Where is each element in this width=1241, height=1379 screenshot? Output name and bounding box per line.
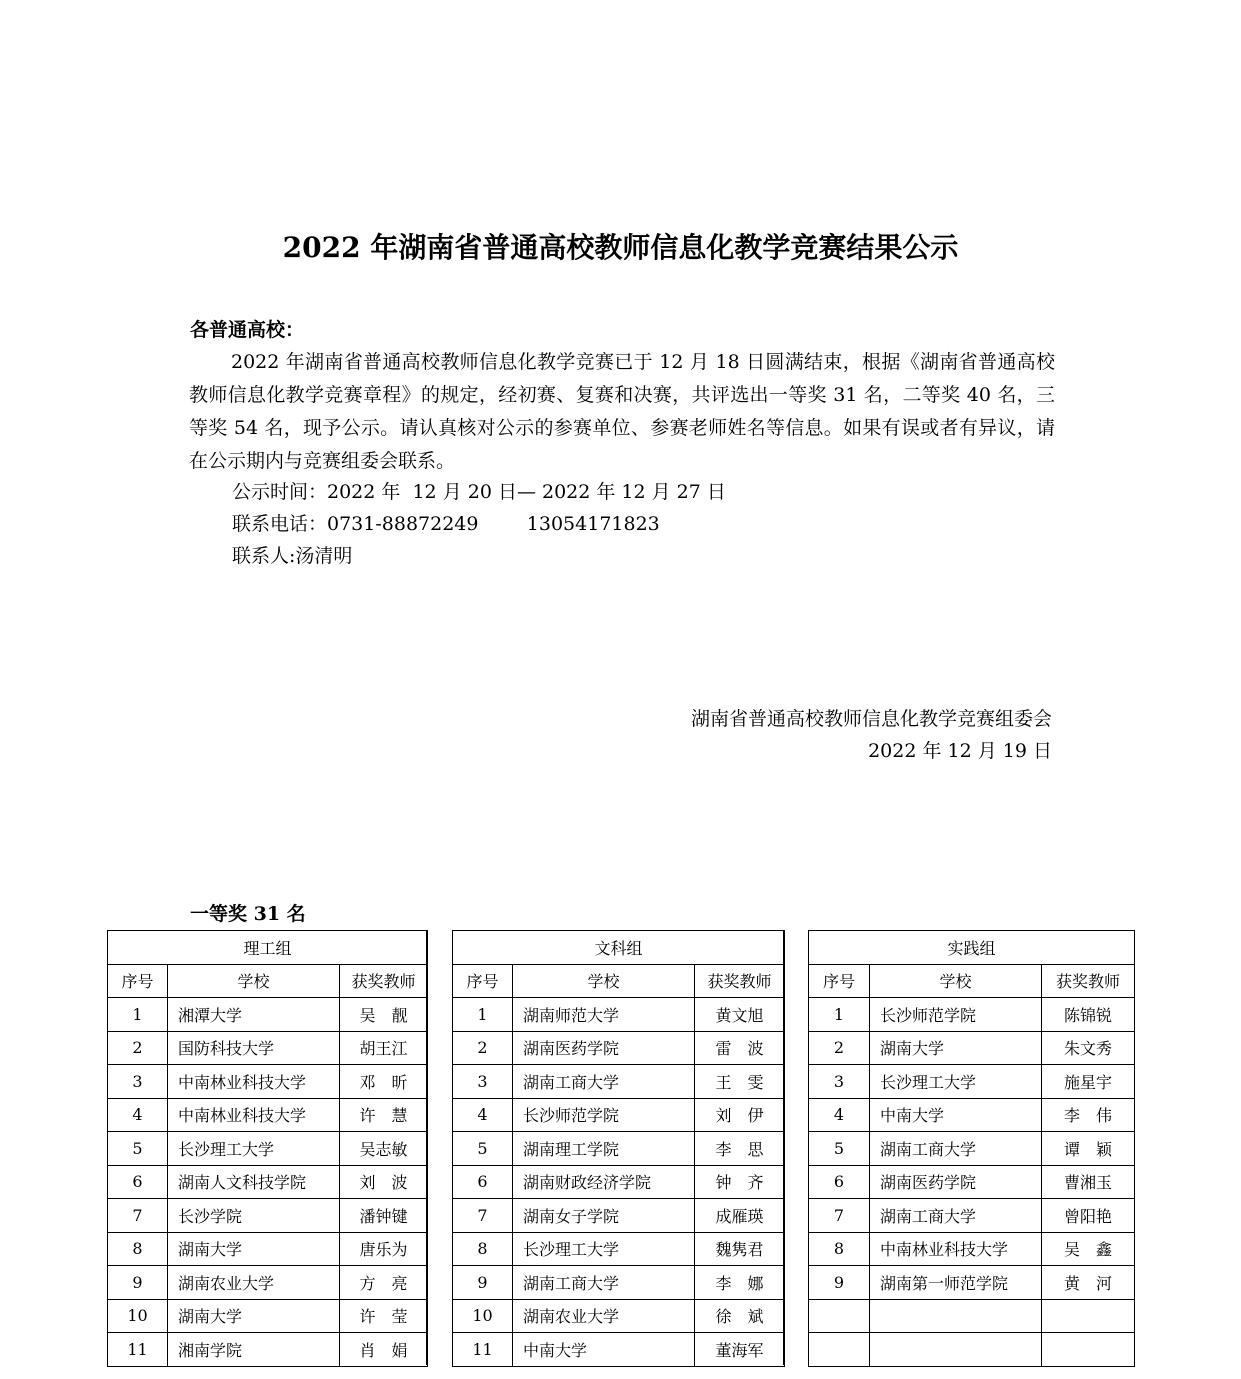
column-header-no: 序号: [453, 964, 513, 998]
column-header-school: 学校: [513, 964, 695, 998]
column-header-row: [108, 964, 428, 998]
group-header-row: [809, 931, 1135, 965]
cell-no: 7: [108, 1199, 168, 1233]
cell-school: 中南大学: [870, 1098, 1042, 1132]
cell-teacher: 潘钟键: [340, 1199, 428, 1233]
cell-school: [870, 1333, 1042, 1367]
cell-no: 4: [108, 1098, 168, 1132]
column-header-row: [809, 964, 1135, 998]
contact-phone: 联系电话：0731-88872249 13054171823: [232, 513, 660, 535]
table-row: [108, 1299, 428, 1333]
cell-no: 9: [108, 1266, 168, 1300]
signature-date: 2022 年 12 月 19 日: [868, 740, 1052, 762]
cell-school: 湖南女子学院: [513, 1199, 695, 1233]
cell-no: 4: [453, 1098, 513, 1132]
table-gap: [426, 930, 453, 1365]
table-row: [453, 1299, 785, 1333]
table-row: [108, 1132, 428, 1166]
table-row: [108, 1232, 428, 1266]
cell-school: 湖南师范大学: [513, 998, 695, 1032]
column-header-school: 学校: [168, 964, 340, 998]
table-row: [453, 1065, 785, 1099]
cell-school: 湖南医药学院: [870, 1165, 1042, 1199]
cell-school: 中南林业科技大学: [870, 1232, 1042, 1266]
cell-school: [870, 1299, 1042, 1333]
table-row: [809, 998, 1135, 1032]
table-row: [453, 1098, 785, 1132]
cell-teacher: 吴志敏: [340, 1132, 428, 1166]
cell-no: 6: [108, 1165, 168, 1199]
cell-teacher: 许 莹: [340, 1299, 428, 1333]
cell-school: 长沙理工大学: [168, 1132, 340, 1166]
cell-school: 湖南大学: [870, 1031, 1042, 1065]
cell-no: 11: [108, 1333, 168, 1367]
cell-teacher: 吴 靓: [340, 998, 428, 1032]
cell-no: 2: [108, 1031, 168, 1065]
cell-no: 11: [453, 1333, 513, 1367]
cell-school: 湖南第一师范学院: [870, 1266, 1042, 1300]
cell-school: 湖南工商大学: [513, 1065, 695, 1099]
award-table-science: [107, 930, 428, 1367]
signature-org: 湖南省普通高校教师信息化教学竞赛组委会: [690, 708, 1052, 730]
page-title: 2022 年湖南省普通高校教师信息化教学竞赛结果公示: [282, 231, 959, 264]
cell-no: 8: [809, 1232, 870, 1266]
cell-teacher: 方 亮: [340, 1266, 428, 1300]
cell-school: 中南林业科技大学: [168, 1098, 340, 1132]
cell-teacher: 李 娜: [695, 1266, 785, 1300]
cell-school: 湖南人文科技学院: [168, 1165, 340, 1199]
cell-teacher: 魏隽君: [695, 1232, 785, 1266]
column-header-school: 学校: [870, 964, 1042, 998]
cell-no: 1: [108, 998, 168, 1032]
publicity-time: 公示时间：2022 年 12 月 20 日— 2022 年 12 月 27 日: [232, 481, 726, 503]
cell-teacher: 胡王江: [340, 1031, 428, 1065]
cell-teacher: 黄 河: [1042, 1266, 1135, 1300]
column-header-teacher: 获奖教师: [340, 964, 428, 998]
table-row: [453, 998, 785, 1032]
cell-no: [809, 1333, 870, 1367]
cell-teacher: 王 雯: [695, 1065, 785, 1099]
cell-school: 湘潭大学: [168, 998, 340, 1032]
contact-person: 联系人:汤清明: [232, 545, 353, 567]
table-row: [809, 1199, 1135, 1233]
column-header-no: 序号: [108, 964, 168, 998]
table-row: [453, 1132, 785, 1166]
table-row: [453, 1266, 785, 1300]
cell-no: 10: [453, 1299, 513, 1333]
cell-teacher: 唐乐为: [340, 1232, 428, 1266]
award-table-practice: [808, 930, 1135, 1367]
cell-no: 3: [809, 1065, 870, 1099]
body-paragraph: 2022 年湖南省普通高校教师信息化教学竞赛已于 12 月 18 日圆满结束，根据《湖南省普通高校教师信息化教学竞赛章程》的规定，经初赛、复赛和决赛，共评选出一等奖 31 名，二等奖 40 名，三等奖 54 名，现予公示。请认真核对公示的参赛单位、参赛老师姓名等信息。如果有误或者有异议，请在公示期内与竞赛组委会联系。: [189, 351, 1055, 472]
column-header-teacher: 获奖教师: [695, 964, 785, 998]
cell-no: 3: [108, 1065, 168, 1099]
cell-teacher: [1042, 1333, 1135, 1367]
table-row: [809, 1132, 1135, 1166]
cell-no: 8: [108, 1232, 168, 1266]
table-row: [108, 1031, 428, 1065]
cell-teacher: 许 慧: [340, 1098, 428, 1132]
cell-no: 4: [809, 1098, 870, 1132]
table-row: [809, 1065, 1135, 1099]
table-row: [453, 1199, 785, 1233]
cell-teacher: 朱文秀: [1042, 1031, 1135, 1065]
cell-school: 湖南医药学院: [513, 1031, 695, 1065]
cell-no: 6: [453, 1165, 513, 1199]
award-table-arts: [452, 930, 785, 1367]
greeting: 各普通高校：: [190, 319, 305, 341]
column-header-row: [453, 964, 785, 998]
cell-school: 中南大学: [513, 1333, 695, 1367]
cell-no: 6: [809, 1165, 870, 1199]
cell-school: 湖南大学: [168, 1299, 340, 1333]
cell-no: 10: [108, 1299, 168, 1333]
cell-no: 3: [453, 1065, 513, 1099]
table-row: [108, 998, 428, 1032]
cell-teacher: 李 伟: [1042, 1098, 1135, 1132]
first-prize-title: 一等奖 31 名: [190, 903, 306, 925]
table-row: [809, 1299, 1135, 1333]
cell-no: 7: [809, 1199, 870, 1233]
table-row: [809, 1333, 1135, 1367]
column-header-no: 序号: [809, 964, 870, 998]
cell-school: 湖南工商大学: [513, 1266, 695, 1300]
cell-teacher: 成雁瑛: [695, 1199, 785, 1233]
cell-school: 湖南大学: [168, 1232, 340, 1266]
cell-no: 1: [809, 998, 870, 1032]
cell-no: 9: [809, 1266, 870, 1300]
cell-school: 长沙师范学院: [513, 1098, 695, 1132]
cell-teacher: 曹湘玉: [1042, 1165, 1135, 1199]
cell-teacher: 李 思: [695, 1132, 785, 1166]
table-row: [809, 1165, 1135, 1199]
cell-teacher: 肖 娟: [340, 1333, 428, 1367]
table-row: [108, 1199, 428, 1233]
group-header-row: [453, 931, 785, 965]
table-row: [809, 1031, 1135, 1065]
table-row: [108, 1065, 428, 1099]
table-row: [453, 1232, 785, 1266]
cell-teacher: 邓 昕: [340, 1065, 428, 1099]
table-row: [108, 1266, 428, 1300]
table-row: [809, 1098, 1135, 1132]
cell-school: 湖南理工学院: [513, 1132, 695, 1166]
cell-teacher: 陈锦锐: [1042, 998, 1135, 1032]
cell-school: 国防科技大学: [168, 1031, 340, 1065]
cell-school: 湖南工商大学: [870, 1199, 1042, 1233]
cell-teacher: 黄文旭: [695, 998, 785, 1032]
cell-teacher: 吴 鑫: [1042, 1232, 1135, 1266]
cell-no: 8: [453, 1232, 513, 1266]
cell-school: 中南林业科技大学: [168, 1065, 340, 1099]
cell-school: 湖南财政经济学院: [513, 1165, 695, 1199]
cell-no: 2: [809, 1031, 870, 1065]
table-row: [453, 1333, 785, 1367]
cell-school: 长沙师范学院: [870, 998, 1042, 1032]
cell-teacher: [1042, 1299, 1135, 1333]
cell-teacher: 刘 波: [340, 1165, 428, 1199]
table-row: [108, 1098, 428, 1132]
cell-teacher: 曾阳艳: [1042, 1199, 1135, 1233]
cell-teacher: 施星宇: [1042, 1065, 1135, 1099]
cell-teacher: 谭 颖: [1042, 1132, 1135, 1166]
cell-teacher: 刘 伊: [695, 1098, 785, 1132]
cell-teacher: 雷 波: [695, 1031, 785, 1065]
cell-no: 1: [453, 998, 513, 1032]
cell-teacher: 董海军: [695, 1333, 785, 1367]
cell-school: 湖南农业大学: [513, 1299, 695, 1333]
group-name: 实践组: [809, 931, 1135, 965]
group-name: 理工组: [108, 931, 428, 965]
cell-no: [809, 1299, 870, 1333]
cell-no: 9: [453, 1266, 513, 1300]
cell-school: 湘南学院: [168, 1333, 340, 1367]
cell-teacher: 徐 斌: [695, 1299, 785, 1333]
table-row: [108, 1333, 428, 1367]
table-row: [809, 1232, 1135, 1266]
cell-teacher: 钟 齐: [695, 1165, 785, 1199]
cell-no: 5: [453, 1132, 513, 1166]
group-header-row: [108, 931, 428, 965]
cell-no: 5: [809, 1132, 870, 1166]
table-row: [453, 1031, 785, 1065]
cell-no: 5: [108, 1132, 168, 1166]
cell-school: 湖南工商大学: [870, 1132, 1042, 1166]
cell-no: 2: [453, 1031, 513, 1065]
table-gap: [783, 930, 809, 1365]
cell-school: 长沙理工大学: [513, 1232, 695, 1266]
cell-no: 7: [453, 1199, 513, 1233]
cell-school: 长沙理工大学: [870, 1065, 1042, 1099]
group-name: 文科组: [453, 931, 785, 965]
column-header-teacher: 获奖教师: [1042, 964, 1135, 998]
cell-school: 湖南农业大学: [168, 1266, 340, 1300]
table-row: [453, 1165, 785, 1199]
cell-school: 长沙学院: [168, 1199, 340, 1233]
table-row: [809, 1266, 1135, 1300]
table-row: [108, 1165, 428, 1199]
